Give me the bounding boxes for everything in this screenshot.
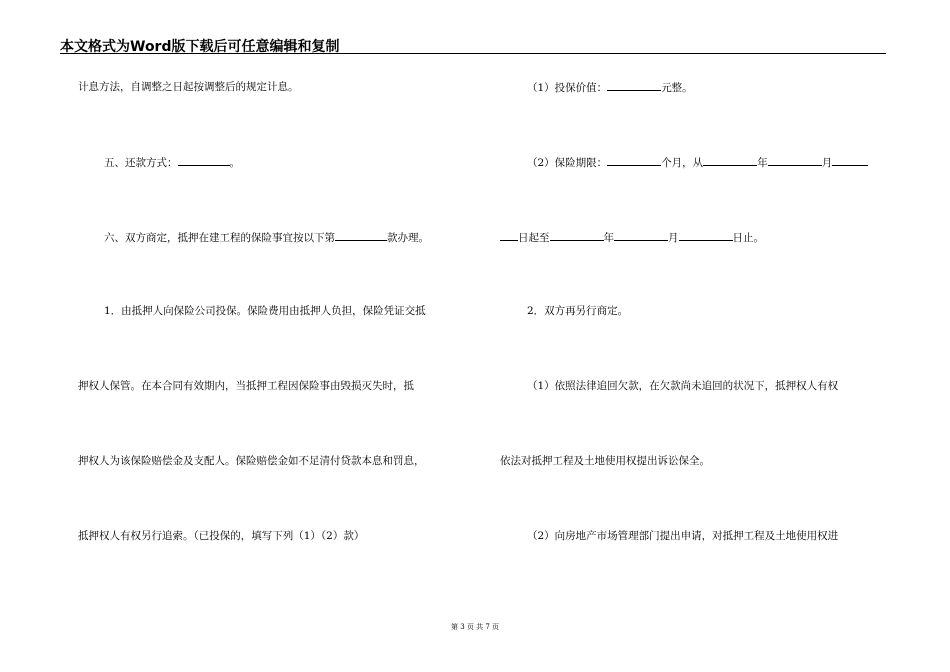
right-line-5: （1）依照法律追回欠款，在欠款尚未追回的状况下，抵押权人有权 [527, 380, 839, 392]
document-header-title: 本文格式为Word版下载后可任意编辑和复制 [60, 39, 340, 55]
right-line-4: 2．双方再另行商定。 [527, 305, 629, 317]
insurance-clause-label: 六、双方商定，抵押在建工程的保险事宜按以下第 [104, 232, 335, 244]
year-text: 年 [757, 157, 768, 169]
end-day-text: 日止。 [732, 232, 764, 244]
right-line-6: 依法对抵押工程及土地使用权提出诉讼保全。 [500, 455, 710, 467]
right-line-3 [500, 230, 764, 245]
start-month-blank [768, 155, 822, 166]
insured-value-label: （1）投保价值： [527, 82, 608, 94]
left-line-4: 1．由抵押人向保险公司投保。保险费用由抵押人负担，保险凭证交抵 [104, 305, 426, 317]
month-text: 月 [821, 157, 833, 169]
header-divider [60, 53, 886, 54]
left-line-1: 计息方法，自调整之日起按调整后的规定计息。 [78, 81, 299, 93]
page-number: 第 3 页 共 7 页 [450, 623, 500, 631]
insured-value-blank [607, 80, 661, 91]
months-text: 个月，从 [661, 157, 704, 169]
insurance-clause-end: 款办理。 [387, 232, 429, 244]
left-line-2 [104, 155, 240, 170]
right-line-2 [527, 155, 868, 170]
repayment-label: 五、还款方式： [104, 157, 178, 169]
right-line-1 [527, 80, 693, 95]
end-year-blank [550, 230, 604, 241]
start-day-blank [832, 155, 868, 166]
months-blank [607, 155, 661, 166]
left-line-5: 押权人保管。在本合同有效期内，当抵押工程因保险事由毁损灭失时，抵 [78, 380, 414, 392]
insurance-clause-blank [335, 230, 387, 241]
end-month-blank [614, 230, 668, 241]
repayment-blank [178, 155, 230, 166]
left-line-3 [104, 230, 429, 245]
start-year-blank [703, 155, 757, 166]
end-day-blank [679, 230, 733, 241]
insurance-period-label: （2）保险期限： [527, 157, 608, 169]
end-month-text: 月 [668, 232, 679, 244]
repayment-end: 。 [229, 157, 240, 169]
from-day-text: 日起至 [518, 232, 550, 244]
left-line-7: 抵押权人有权另行追索。（已投保的，填写下列（1）（2）款） [78, 530, 365, 542]
end-year-text: 年 [603, 232, 614, 244]
insured-value-unit: 元整。 [661, 82, 693, 94]
start-day-cont-blank [500, 230, 518, 241]
left-line-6: 押权人为该保险赔偿金及支配人。保险赔偿金如不足清付贷款本息和罚息， [78, 455, 425, 467]
right-line-7: （2）向房地产市场管理部门提出申请，对抵押工程及土地使用权进 [527, 530, 839, 542]
